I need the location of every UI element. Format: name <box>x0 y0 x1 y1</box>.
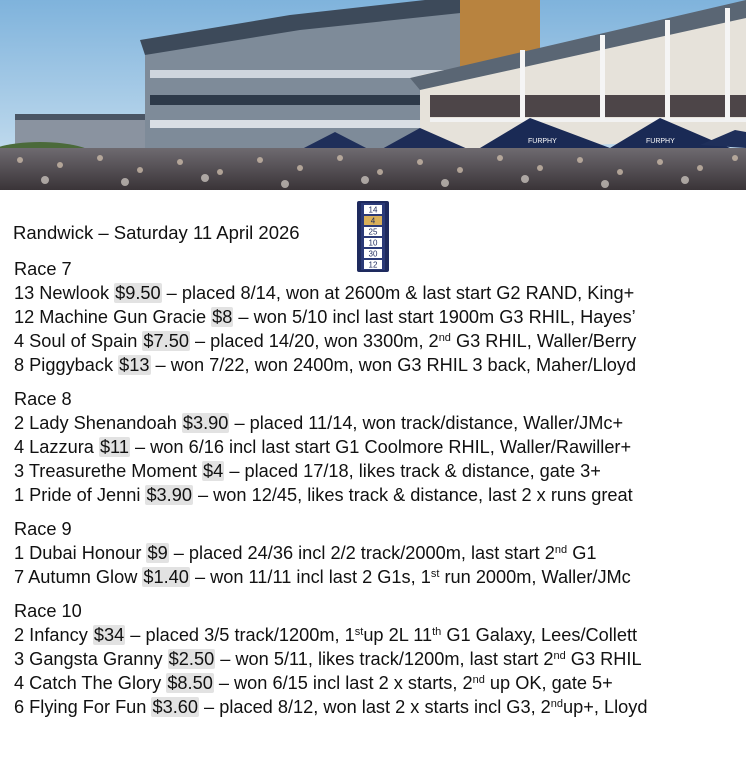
race-block <box>14 387 744 507</box>
odds: $3.90 <box>146 485 192 505</box>
umbrella-brand-2: FURPHY <box>646 138 675 145</box>
tip-line: 2 Lady Shenandoah $3.90 – placed 11/14, won track/distance, Waller/JMc+ <box>14 413 624 433</box>
tip-line: 4 Soul of Spain $7.50 – placed 14/20, won 3300m, 2nd G3 RHIL, Waller/Berry <box>14 331 637 351</box>
board-number: 10 <box>368 238 378 248</box>
tip-line: 1 Dubai Honour $9 – placed 24/36 incl 2/2 track/2000m, last start 2nd G1 <box>14 543 597 563</box>
tip-line: 12 Machine Gun Gracie $8 – won 5/10 incl last start 1900m G3 RHIL, Hayes’ <box>14 307 636 327</box>
race-title: Race 8 <box>14 389 72 409</box>
odds: $3.90 <box>182 413 229 433</box>
odds: $7.50 <box>143 331 189 351</box>
race-block <box>14 517 744 589</box>
meeting-heading: Randwick – Saturday 11 April 2026 <box>13 222 300 243</box>
odds: $9 <box>147 543 168 563</box>
tip-line: 4 Catch The Glory $8.50 – won 6/15 incl last 2 x starts, 2nd up OK, gate 5+ <box>14 673 613 693</box>
odds: $8 <box>212 307 233 327</box>
racecourse-banner-photo <box>0 0 746 190</box>
odds: $34 <box>93 625 125 645</box>
board-number: 25 <box>368 227 378 237</box>
board-number: 12 <box>368 260 378 270</box>
race-title: Race 10 <box>14 601 82 621</box>
board-number: 14 <box>368 205 378 215</box>
tip-line: 7 Autumn Glow $1.40 – won 11/11 incl last 2 G1s, 1st run 2000m, Waller/JMc <box>14 567 631 587</box>
umbrella-brand: FURPHY <box>528 138 557 145</box>
odds: $8.50 <box>167 673 213 693</box>
board-number: 30 <box>368 249 378 259</box>
tip-line: 13 Newlook $9.50 – placed 8/14, won at 2600m & last start G2 RAND, King+ <box>14 283 635 303</box>
race-title: Race 9 <box>14 519 72 539</box>
tip-line: 3 Treasurethe Moment $4 – placed 17/18, likes track & distance, gate 3+ <box>14 461 601 481</box>
tip-line: 3 Gangsta Granny $2.50 – won 5/11, likes track/1200m, last start 2nd G3 RHIL <box>14 649 642 669</box>
grandstand-illustration <box>0 0 746 190</box>
odds: $3.60 <box>152 697 198 717</box>
tip-line: 1 Pride of Jenni $3.90 – won 12/45, likes track & distance, last 2 x runs great <box>14 485 633 505</box>
odds: $11 <box>99 437 129 457</box>
odds: $13 <box>119 355 150 375</box>
tip-line: 4 Lazzura $11 – won 6/16 incl last start G1 Coolmore RHIL, Waller/Rawiller+ <box>14 437 632 457</box>
race-block <box>14 257 744 377</box>
race-tips <box>14 257 744 729</box>
race-title: Race 7 <box>14 259 72 279</box>
odds: $2.50 <box>168 649 215 669</box>
odds: $9.50 <box>115 283 161 303</box>
tip-line: 6 Flying For Fun $3.60 – placed 8/12, won last 2 x starts incl G3, 2ndup+, Lloyd <box>14 697 648 717</box>
race-block <box>14 599 744 719</box>
tip-line: 8 Piggyback $13 – won 7/22, won 2400m, won G3 RHIL 3 back, Maher/Lloyd <box>14 355 637 375</box>
odds: $4 <box>203 461 224 481</box>
board-number: 4 <box>370 216 376 226</box>
odds: $1.40 <box>143 567 189 587</box>
tip-line: 2 Infancy $34 – placed 3/5 track/1200m, 1stup 2L 11th G1 Galaxy, Lees/Collett <box>14 625 638 645</box>
